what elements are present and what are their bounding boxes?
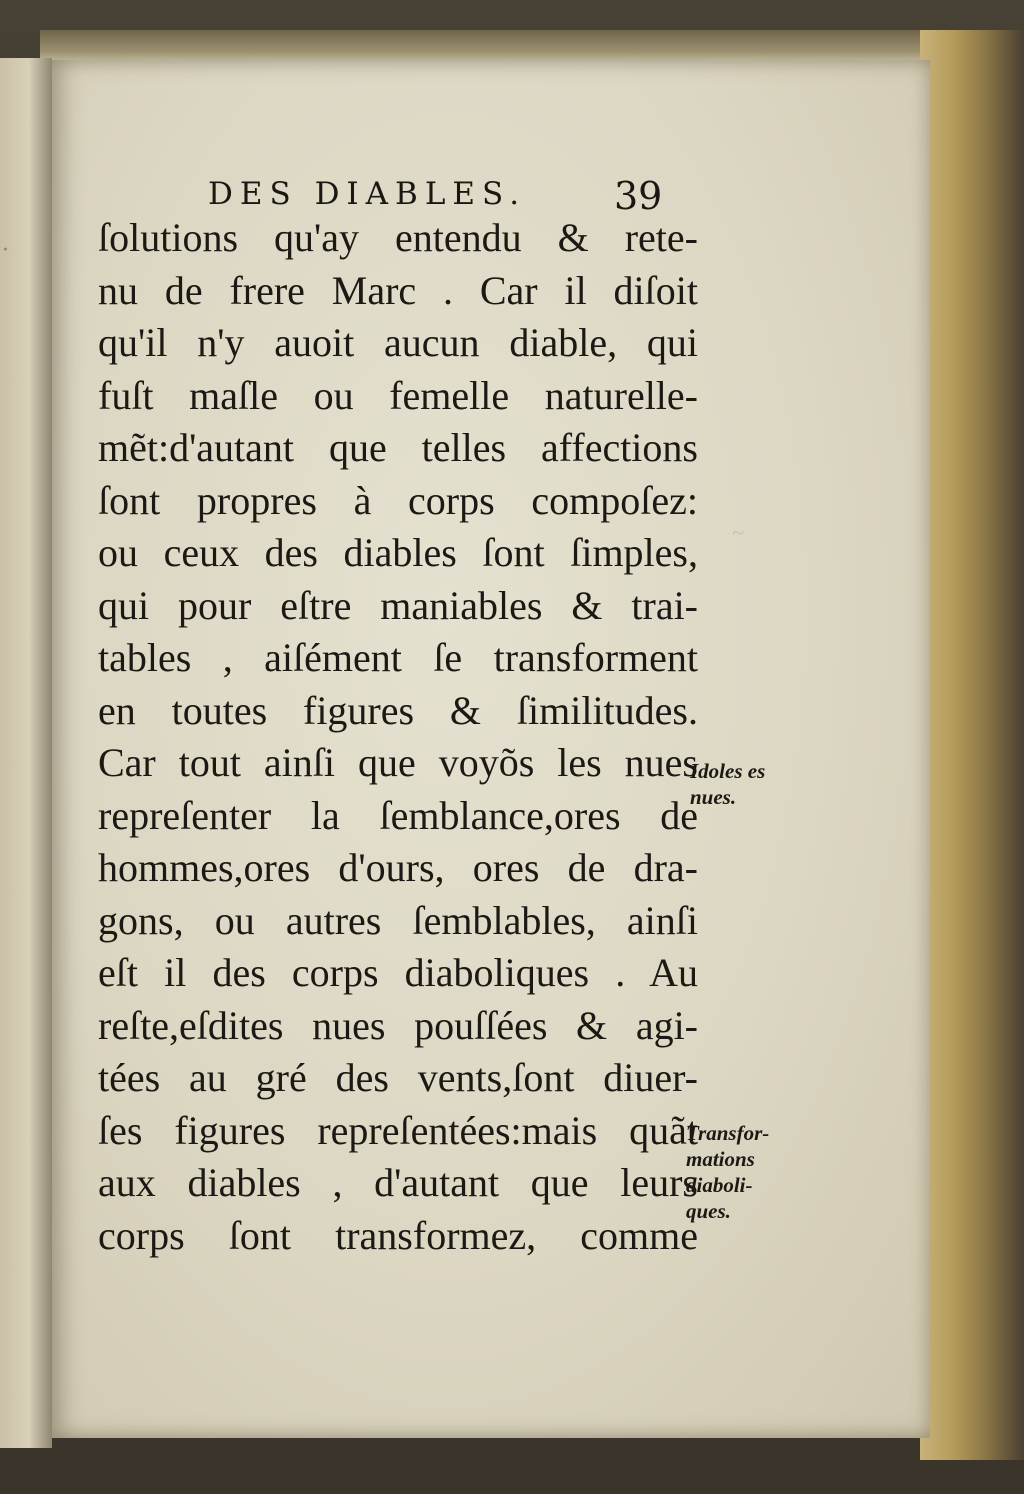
margin-note-line: mations	[686, 1147, 755, 1171]
text-line: eſt il des corps diaboliques . Au	[98, 950, 698, 995]
margin-note-line: ques.	[686, 1199, 731, 1223]
show-through-mark: ~	[732, 520, 744, 545]
running-head: DES DIABLES.	[208, 176, 527, 212]
margin-note-transformations	[686, 1120, 769, 1224]
margin-note-line: diaboli-	[686, 1173, 753, 1197]
text-line: en toutes figures & ſimilitudes.	[98, 687, 698, 733]
text-line: aux diables , d'autant que leurs	[98, 1160, 698, 1205]
text-line: repreſenter la ſemblance,ores de	[98, 792, 698, 838]
facing-page-edge	[0, 58, 52, 1448]
text-line: gons, ou autres ſemblables, ainſi	[98, 897, 698, 943]
text-line: fuſt maſle ou femelle naturelle-	[98, 372, 698, 418]
text-line: reſte,eſdites nues pouſſées & agi-	[98, 1002, 698, 1048]
text-line: ſes figures repreſentées:mais quãt	[98, 1107, 698, 1153]
text-line: tées au gré des vents,ſont diuer-	[98, 1055, 698, 1100]
text-line: nu de frere Marc . Car il diſoit	[98, 267, 698, 313]
text-line: mẽt:d'autant que telles affections	[98, 425, 698, 470]
text-line: Car tout ainſi que voyõs les nues	[98, 740, 698, 785]
page-number: 39	[614, 174, 663, 218]
text-line: qu'il n'y auoit aucun diable, qui	[98, 320, 698, 365]
facing-page-glyph: ·	[2, 238, 9, 263]
text-line: corps ſont transformez, comme	[98, 1212, 698, 1258]
text-line: ſont propres à corps compoſez:	[98, 477, 698, 523]
margin-note-line: Transfor-	[686, 1121, 770, 1145]
text-line: qui pour eſtre maniables & trai-	[98, 582, 698, 628]
body-text	[98, 212, 698, 1262]
page-fore-edge	[920, 30, 1024, 1460]
margin-note-line: nues.	[690, 785, 737, 809]
text-line: ou ceux des diables ſont ſimples,	[98, 530, 698, 575]
text-line: ſolutions qu'ay entendu & rete-	[98, 215, 698, 260]
margin-note-idoles	[690, 758, 765, 810]
margin-note-line: Idoles es	[690, 759, 766, 783]
text-line: hommes,ores d'ours, ores de dra-	[98, 845, 698, 890]
text-line: tables , aiſément ſe transforment	[98, 635, 698, 680]
